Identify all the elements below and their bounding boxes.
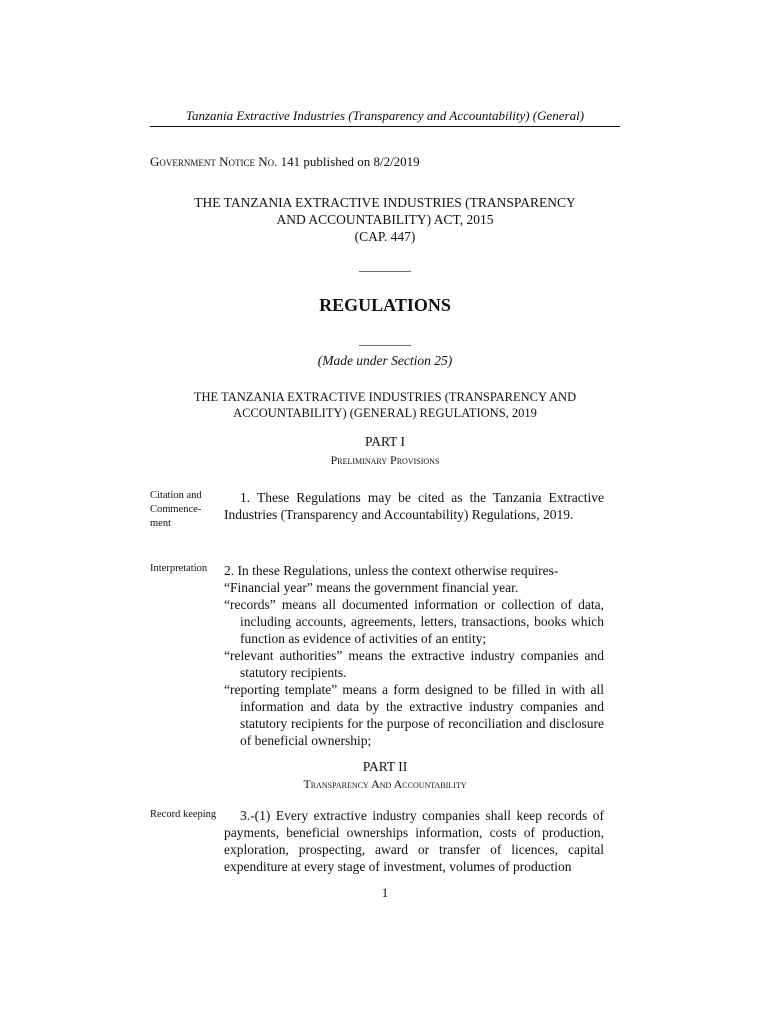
government-notice-label: Government Notice No. — [150, 154, 278, 169]
header-rule — [150, 126, 620, 127]
act-title-line-3: (CAP. 447) — [354, 229, 416, 244]
definition-financial-year: “Financial year” means the government financial year. — [224, 580, 519, 595]
part-1-label: PART I — [364, 434, 406, 449]
definition-reporting-template: “reporting template” means a form designed to be filled in with all information and data by the extractive industry companies and statutory recipients for the purpose of reconciliation and disclosure of beneficial ownership; — [224, 682, 604, 748]
act-title-line-2: AND ACCOUNTABILITY) ACT, 2015 — [276, 212, 494, 227]
regulations-name-line-2: ACCOUNTABILITY) (GENERAL) REGULATIONS, 2019 — [233, 406, 537, 420]
regulations-name — [150, 389, 620, 421]
government-notice — [150, 154, 420, 170]
definition-records: “records” means all documented information or collection of data, including accounts, agreements, letters, transactions, books which function as evidence of activities of an entity; — [224, 597, 604, 646]
section-2-intro: 2. In these Regulations, unless the context otherwise requires- — [224, 563, 559, 578]
section-3 — [224, 807, 604, 875]
act-title — [150, 194, 620, 245]
made-under-section: (Made under Section 25) — [317, 353, 453, 368]
section-1-text: 1. These Regulations may be cited as the Tanzania Extractive Industries (Transparency and Accountability) Regulations, 2019. — [224, 490, 604, 522]
definition-relevant-authorities: “relevant authorities” means the extractive industry companies and statutory recipients. — [224, 648, 604, 680]
section-2 — [224, 562, 604, 749]
separator-line: ________ — [359, 258, 411, 273]
part-2-title: Transparency And Accountability — [303, 777, 467, 791]
margin-note-interpretation: Interpretation — [150, 563, 208, 574]
part-1-title: Preliminary Provisions — [330, 453, 440, 467]
separator-line: ________ — [359, 332, 411, 347]
part-2-label: PART II — [362, 759, 408, 774]
section-1 — [224, 489, 604, 523]
section-3-text: 3.-(1) Every extractive industry companies shall keep records of payments, beneficial ownerships information, costs of production, exploration, prospecting, award or transfer of licences, capital expenditure at every stage of investment, volumes of production — [224, 808, 604, 874]
regulations-name-line-1: THE TANZANIA EXTRACTIVE INDUSTRIES (TRANSPARENCY AND — [193, 390, 577, 404]
margin-note-citation: Citation and Commence-ment — [150, 490, 202, 529]
act-title-line-1: THE TANZANIA EXTRACTIVE INDUSTRIES (TRANSPARENCY — [194, 195, 576, 210]
government-notice-number: 141 published on 8/2/2019 — [280, 154, 420, 169]
regulations-title: REGULATIONS — [319, 295, 451, 315]
running-head: Tanzania Extractive Industries (Transparency and Accountability) (General) — [185, 108, 585, 123]
margin-note-record-keeping: Record keeping — [150, 809, 217, 820]
page-number: 1 — [381, 885, 389, 900]
